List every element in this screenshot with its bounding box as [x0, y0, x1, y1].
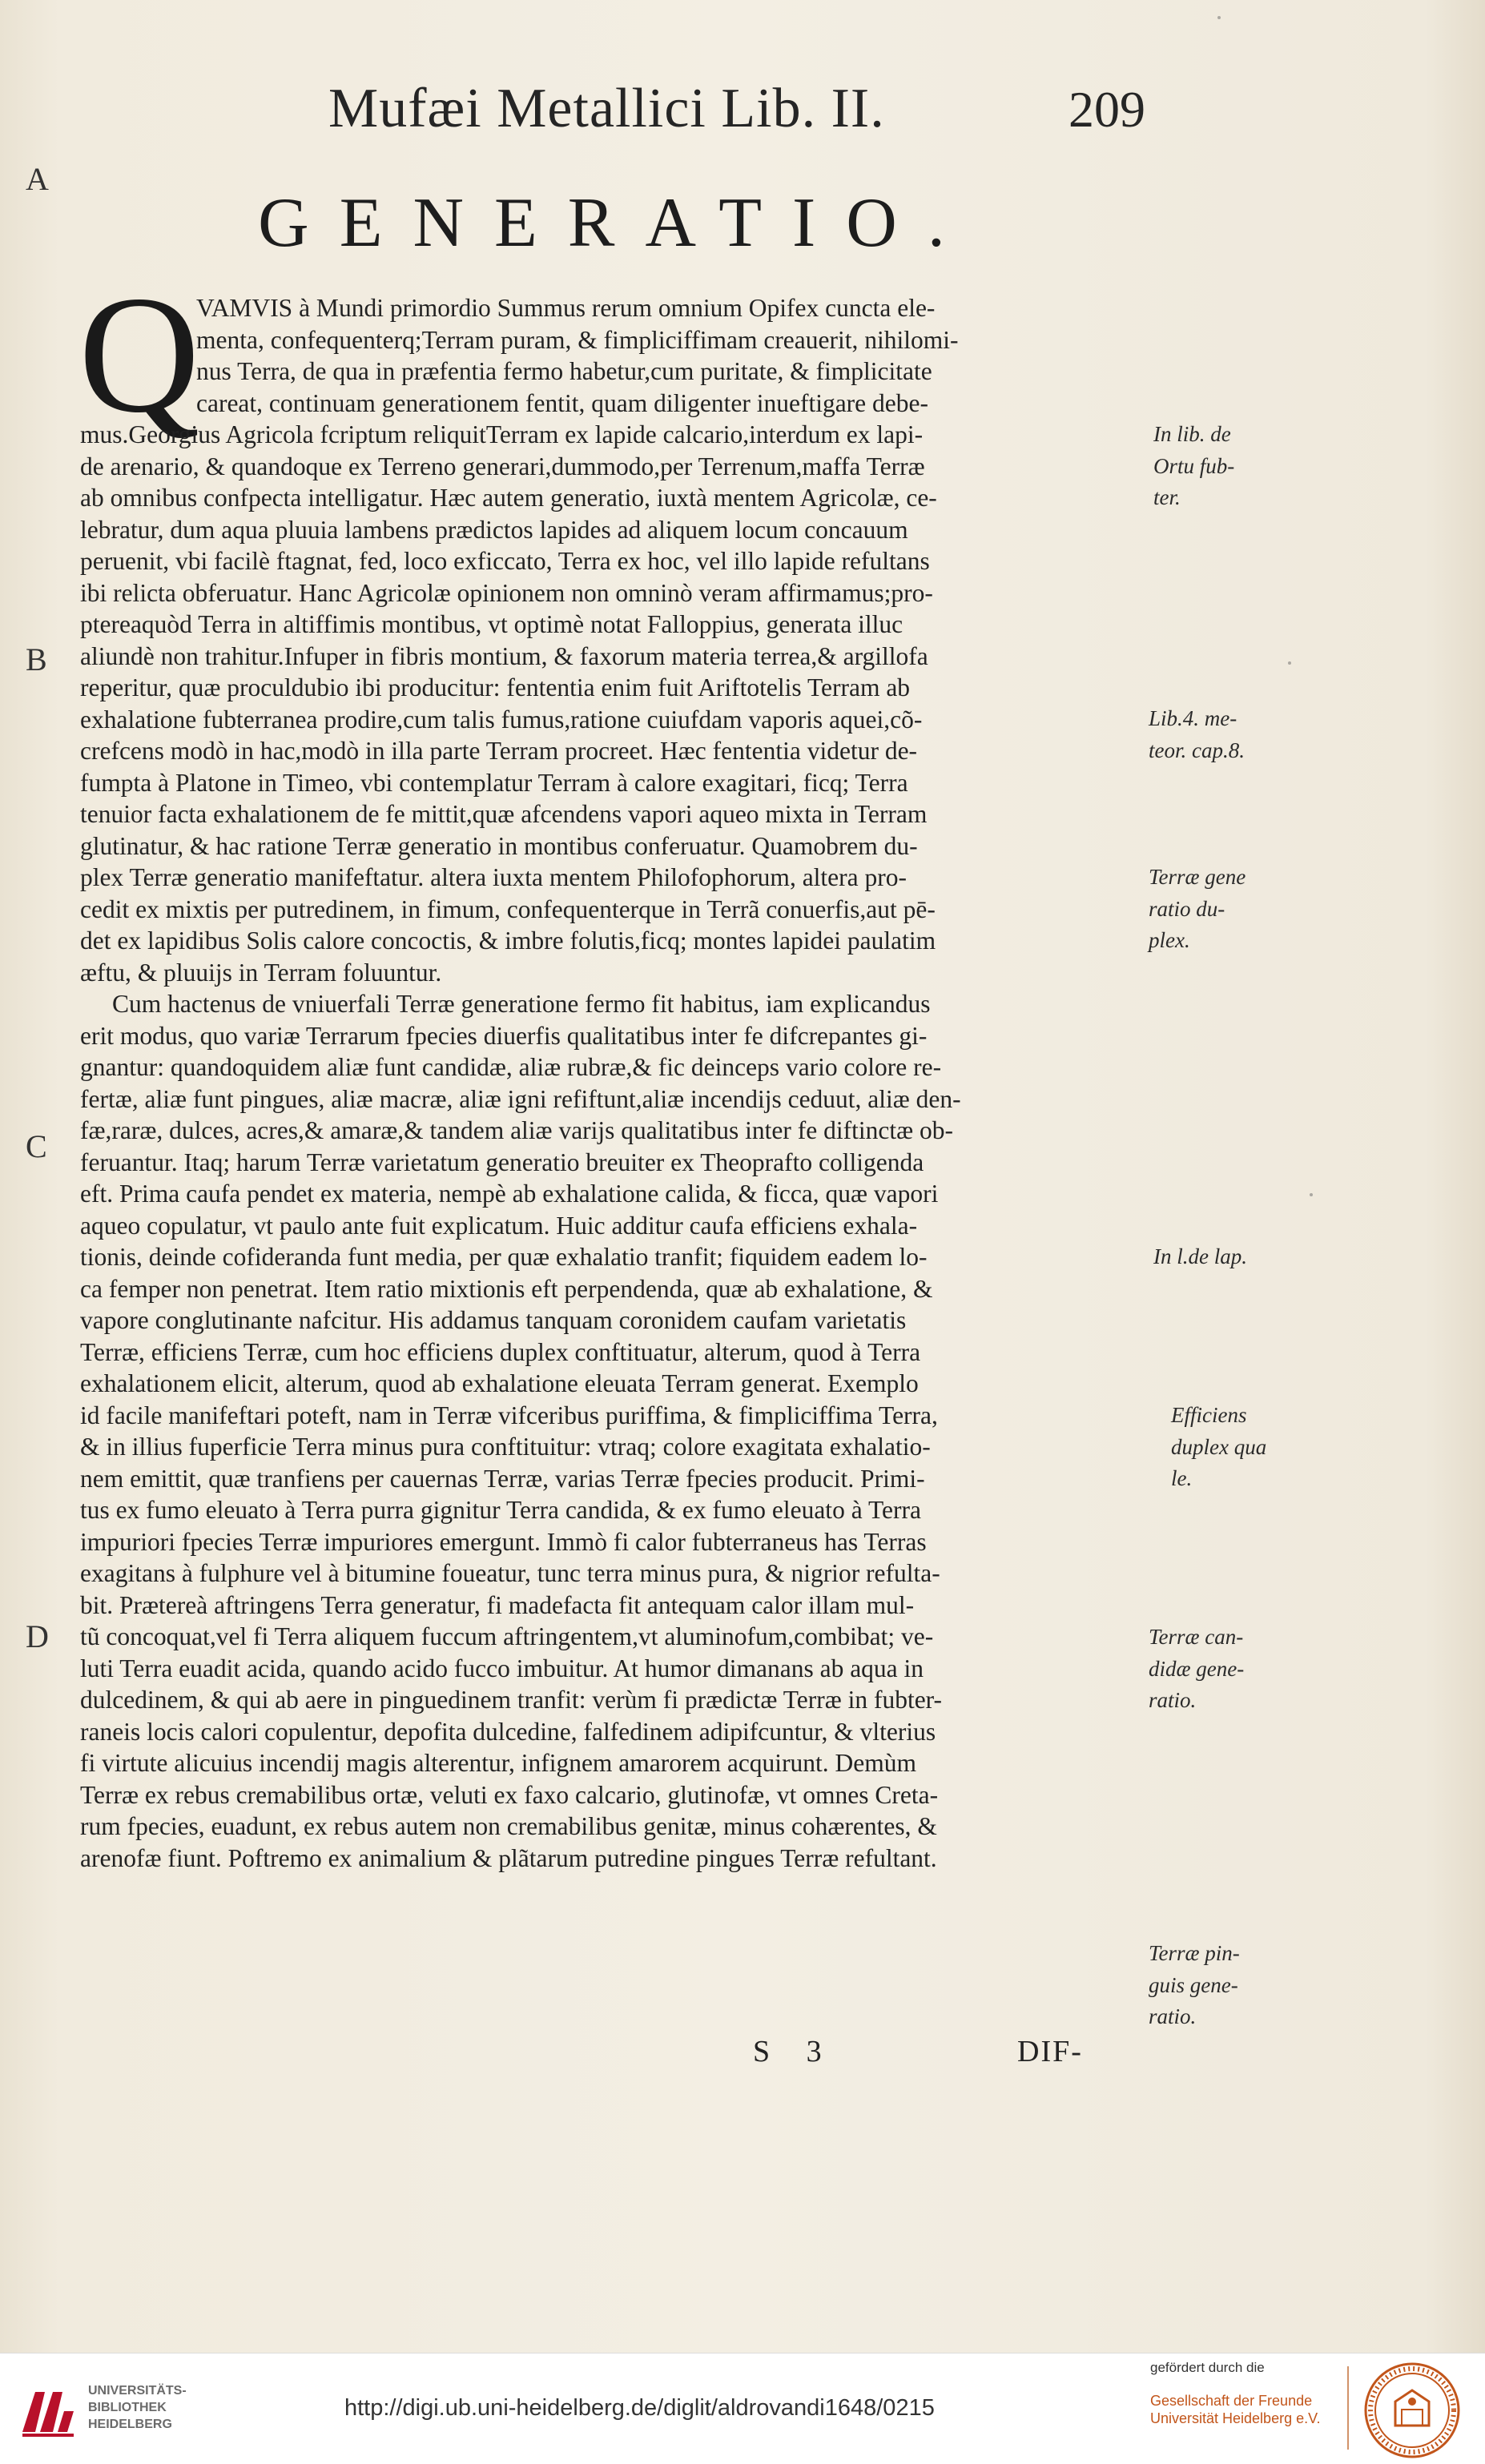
text-line: aliundè non trahitur.Infuper in fibris montium, & faxorum materia terrea,& argillofa	[80, 641, 928, 670]
marginal-note: Efficiens duplex qua le.	[1171, 1403, 1267, 1490]
signature-mark: S 3	[753, 2035, 836, 2068]
sponsor-name: Gesellschaft der Freunde Universität Heidelberg e.V.	[1150, 2393, 1321, 2426]
text-line: Cum hactenus de vniuerfali Terræ generatione fermo fit habitus, iam explicandus	[112, 990, 931, 1018]
sponsor-label: gefördert durch die	[1150, 2360, 1265, 2375]
text-line: feruantur. Itaq; harum Terræ varietatum generatio breuiter ex Theoprafto colligenda	[80, 1148, 924, 1176]
text-line: glutinatur, & hac ratione Terræ generatio in montibus conferuatur. Quamobrem du-	[80, 831, 918, 860]
section-letter-c: C	[26, 1128, 47, 1164]
text-line: rum fpecies, euadunt, ex rebus autem non cremabilibus genitæ, minus cohærentes, &	[80, 1812, 937, 1840]
text-line: reperitur, quæ proculdubio ibi producitur: fententia enim fuit Ariftotelis Terram ab	[80, 673, 911, 701]
text-line: exhalationem elicit, alterum, quod ab exhalatione eleuata Terram generat. Exemplo	[80, 1369, 919, 1397]
text-line: tus ex fumo eleuato à Terra purra gignitur Terra candida, & ex fumo eleuato à Terra	[80, 1496, 921, 1524]
text-line: exhalatione fubterranea prodire,cum talis fumus,ratione cuiufdam vaporis aquei,cõ-	[80, 705, 923, 734]
text-line: nem emittit, quæ tranfiens per cauernas Terræ, varias Terræ fpecies producit. Primi-	[80, 1464, 925, 1493]
text-line: tũ concoquat,vel fi Terra aliquem fuccum aftringentem,vt aluminofum,combibat; ve-	[80, 1622, 934, 1650]
text-line: ab omnibus confpecta intelligatur. Hæc autem generatio, iuxtà mentem Agricolæ, ce-	[80, 484, 937, 512]
running-title: Mufæi Metallici Lib. II.	[328, 78, 885, 139]
permalink-url[interactable]: http://digi.ub.uni-heidelberg.de/diglit/aldrovandi1648/0215	[344, 2395, 935, 2421]
text-line: luti Terra euadit acida, quando acido fucco imbuitur. At humor dimanans ab aqua in	[80, 1654, 924, 1682]
running-head	[328, 77, 1153, 149]
ink-speck	[1310, 1193, 1313, 1196]
chapter-heading: GENERATIO.	[258, 184, 976, 262]
text-line: Terræ ex rebus cremabilibus ortæ, veluti ex faxo calcario, glutinofæ, vt omnes Creta-	[80, 1780, 939, 1809]
section-letter-d: D	[26, 1618, 49, 1654]
text-line: careat, continuam generationem fentit, quam diligenter inueftigare debe-	[196, 388, 928, 417]
text-line: tionis, deinde cofideranda funt media, per quæ exhalatio tranfit; fiquidem eadem lo-	[80, 1243, 928, 1271]
text-line: cedit ex mixtis per putredinem, in fimum, confequenterque in Terrã conuerfis,aut pē-	[80, 894, 936, 923]
text-line: tenuior facta exhalationem de fe mittit,quæ afcendens vapori aqueo mixta in Terram	[80, 800, 928, 828]
text-line: fertæ, aliæ funt pingues, aliæ macræ, aliæ igni refiftunt,aliæ incendijs ceduut, aliæ den-	[80, 1084, 961, 1113]
text-line: æftu, & pluuijs in Terram foluuntur.	[80, 958, 442, 987]
text-line: menta, confequenterq;Terram puram, & fimpliciffimam creauerit, nihilomi-	[196, 325, 959, 354]
text-line: impuriori fpecies Terræ impuriores emergunt. Immò fi calor fubterraneus has Terras	[80, 1527, 927, 1556]
text-line: nus Terra, de qua in præfentia fermo habetur,cum puritate, & fimplicitate	[196, 357, 932, 385]
text-line: lebratur, dum aqua pluuia lambens prædictos lapides ad aliquem locum concauum	[80, 515, 908, 544]
text-line: plex Terræ generatio manifeftatur. altera iuxta mentem Philofophorum, altera pro-	[80, 863, 907, 891]
viewer-footer	[0, 2353, 1485, 2464]
text-line: aqueo copulatur, vt paulo ante fuit explicatum. Huic additur caufa efficiens exhala-	[80, 1211, 918, 1240]
text-line: ibi relicta obferuatur. Hanc Agricolæ opinionem non omninò veram affirmamus;pro-	[80, 578, 933, 607]
text-line: det ex lapidibus Solis calore concoctis, & imbre folutis,ficq; montes lapidei paulatim	[80, 927, 936, 955]
body-text	[80, 292, 1137, 1874]
text-line: id facile manifeftari poteft, nam in Terræ vifceribus puriffima, & fimpliciffima Terra,	[80, 1401, 938, 1429]
marginal-note: In lib. de Ortu fub- ter.	[1153, 422, 1235, 509]
text-line: fumpta à Platone in Timeo, vbi contemplatur Terram à calore exagitari, ficq; Terra	[80, 768, 908, 797]
university-library-logo-icon	[16, 2376, 85, 2445]
page-number: 209	[1068, 81, 1145, 138]
text-line: fi virtute alicuius incendij magis alterentur, infignem amarorem acquirunt. Demùm	[80, 1749, 917, 1777]
marginal-note: Terræ pin- guis gene- ratio.	[1149, 1941, 1240, 2028]
library-name: UNIVERSITÄTS- BIBLIOTHEK HEIDELBERG	[88, 2384, 187, 2431]
ink-speck	[1217, 16, 1221, 19]
text-line: vapore conglutinante nafcitur. His addamus tanquam coronidem caufam varietatis	[80, 1306, 907, 1334]
text-line: de arenario, & quandoque ex Terreno generari,dummodo,per Terrenum,maffa Terræ	[80, 452, 925, 480]
text-line: erit modus, quo variæ Terrarum fpecies diuerfis qualitatibus inter fe difcrepantes gi-	[80, 1021, 928, 1050]
section-letter-b: B	[26, 641, 47, 677]
text-line: & in illius fuperficie Terra minus pura conftituitur: vtraq; colore exagitata exhalatio-	[80, 1433, 931, 1461]
marginal-note: Lib.4. me- teor. cap.8.	[1149, 706, 1245, 762]
text-line: peruenit, vbi facilè ftagnat, fed, loco exficcato, Terra ex hoc, vel illo lapide refultans	[80, 547, 930, 575]
text-line: bit. Prætereà aftringens Terra generatur, fi madefacta fit antequam calor illam mul-	[80, 1590, 915, 1619]
ink-speck	[1288, 661, 1291, 665]
marginal-note: Terræ gene ratio du- plex.	[1149, 865, 1246, 952]
text-line: raneis locis calori copulentur, depofita dulcedine, falfedinem adipifcuntur, & vlterius	[80, 1717, 936, 1746]
text-line: exagitans à fulphure vel à bitumine foueatur, tunc terra minus pura, & nigrior refulta-	[80, 1559, 940, 1587]
text-line: crefcens modò in hac,modò in illa parte Terram procreet. Hæc fententia videtur de-	[80, 737, 918, 765]
text-line: arenofæ fiunt. Poftremo ex animalium & plãtarum putredine pingues Terræ refultant.	[80, 1843, 937, 1872]
text-line: mus.Georgius Agricola fcriptum reliquitTerram ex lapide calcario,interdum ex lapi-	[80, 420, 924, 448]
text-line: ca femper non penetrat. Item ratio mixtionis eft perpendenda, quæ ab exhalatione, &	[80, 1274, 933, 1303]
text-line: eft. Prima caufa pendet ex materia, nempè ab exhalatione calida, & ficca, quæ vapori	[80, 1180, 939, 1208]
university-seal-icon	[1363, 2362, 1461, 2459]
section-letter-a: A	[26, 161, 49, 197]
text-line: Terræ, efficiens Terræ, cum hoc efficiens duplex conftituatur, alterum, quod à Terra	[80, 1337, 921, 1366]
text-line: ptereaquòd Terra in altiffimis montibus, vt optimè notat Falloppius, generata illuc	[80, 610, 903, 638]
text-line: fæ,raræ, dulces, acres,& amaræ,& tandem aliæ varijs qualitatibus inter fe diftinctæ ob-	[80, 1116, 953, 1144]
catchword: DIF-	[1017, 2035, 1083, 2068]
text-line: gnantur: quandoquidem aliæ funt candidæ, aliæ rubræ,& fic deinceps vario colore re-	[80, 1053, 942, 1081]
drop-cap: Q	[78, 262, 200, 448]
page-footer	[705, 2034, 1105, 2074]
text-line: VAMVIS à Mundi primordio Summus rerum omnium Opifex cuncta ele-	[196, 294, 936, 322]
marginal-note: In l.de lap.	[1153, 1244, 1247, 1268]
text-line: dulcedinem, & qui ab aere in pinguedinem tranfit: verùm fi prædictæ Terræ in fubter-	[80, 1686, 943, 1714]
footer-divider	[1347, 2366, 1349, 2450]
marginal-note: Terræ can- didæ gene- ratio.	[1149, 1625, 1245, 1712]
